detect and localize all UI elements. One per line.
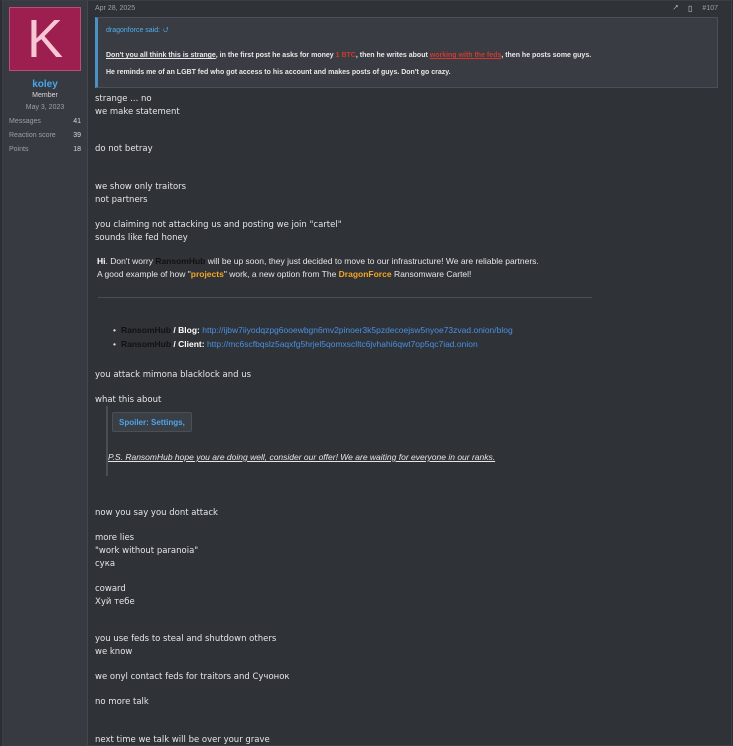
message-paragraph — [95, 181, 186, 207]
spoiler-text: P.S. RansomHub hope you are doing well, consider our offer! We are waiting for everyone in our ranks. — [108, 452, 496, 462]
brand-dragonforce: DragonForce — [338, 269, 392, 279]
message-line: strange ... no — [95, 94, 152, 104]
avatar-letter: K — [26, 9, 64, 69]
onion-links-list — [113, 323, 513, 351]
hi-text: Hi — [97, 256, 106, 266]
embedded-line-2 — [97, 268, 539, 281]
message-paragraph — [95, 532, 198, 571]
stat-points — [3, 146, 87, 153]
message-line: Хуй тебе — [95, 597, 135, 607]
quote-red-text: working with the feds — [429, 52, 502, 59]
quote-block — [95, 17, 718, 88]
projects-text: projects — [190, 269, 224, 279]
quote-underlined: Don't you all think this is strange — [106, 52, 216, 59]
quote-text: , in the first post he asks for money — [215, 52, 336, 59]
message-line: next time we talk will be over your grave — [95, 735, 270, 745]
avatar[interactable] — [9, 7, 81, 71]
quote-line-1 — [106, 51, 709, 60]
join-date: May 3, 2023 — [25, 104, 65, 111]
spoiler-button[interactable]: Spoiler: Settings, — [112, 412, 192, 432]
message-line: сука — [95, 559, 116, 569]
message-line: more lies — [95, 533, 135, 543]
message-paragraph — [95, 633, 276, 659]
brand-ransomhub: RansomHub — [121, 339, 172, 349]
message-line: do not betray — [95, 144, 153, 154]
link-label: / Blog: — [171, 325, 203, 335]
link-label: / Client: — [171, 339, 207, 349]
stat-reaction-score — [3, 132, 87, 139]
share-icon[interactable]: ⭧ — [672, 3, 679, 12]
bookmark-icon[interactable]: ▯ — [688, 3, 693, 13]
message-line: you attack mimona blacklock and us — [95, 370, 252, 380]
stat-label: Reaction score — [9, 132, 56, 139]
user-sidebar — [3, 1, 88, 745]
message-line: no more talk — [95, 697, 149, 707]
list-item — [113, 323, 513, 337]
quote-red-text: 1 BTC — [335, 52, 356, 59]
message-line: we show only traitors — [95, 182, 187, 192]
jump-up-icon[interactable]: ⮍ — [163, 27, 169, 34]
message-line: you claiming not attacking us and posting we join "cartel" — [95, 220, 342, 230]
user-title: Member — [32, 92, 58, 99]
message-line: coward — [95, 584, 126, 594]
quote-text: , then he writes about — [355, 52, 430, 59]
embedded-line-1 — [97, 255, 539, 268]
message-paragraph — [95, 219, 342, 245]
blog-onion-link[interactable]: http://ijbw7iiyodqzpg6ooewbgn6mv2pinoer3k5pzdecoejsw5nyoe73zvad.onion/blog — [202, 325, 513, 335]
post-content — [88, 1, 732, 745]
brand-ransomhub: RansomHub — [155, 256, 206, 266]
forum-post — [2, 0, 732, 746]
quote-attribution[interactable] — [106, 26, 709, 37]
client-onion-link[interactable]: http://mc6scfbqslz5aqxfg5hrjel5qomxsclltc6jvhahi6qwt7op5qc7iad.onion — [206, 339, 478, 349]
message-paragraph — [95, 93, 180, 119]
embedded-text: Ransomware Cartel! — [391, 269, 472, 279]
embedded-text: will be up soon, they just decided to move to our infrastructure! We are reliable partners. — [205, 256, 539, 266]
embedded-text: . Don't worry — [105, 256, 156, 266]
brand-ransomhub: RansomHub — [121, 325, 172, 335]
stat-value: 41 — [73, 118, 81, 125]
post-actions — [673, 3, 718, 13]
embedded-post-text — [97, 255, 539, 281]
message-line: we know — [95, 647, 133, 657]
stat-label: Points — [9, 146, 29, 153]
stat-messages — [3, 118, 87, 125]
divider — [98, 297, 592, 298]
post-number[interactable]: #107 — [702, 4, 718, 12]
message-line: we make statement — [95, 107, 180, 117]
spoiler-block — [106, 406, 708, 476]
message-line: what this about — [95, 395, 162, 405]
post-date[interactable]: Apr 28, 2025 — [95, 4, 136, 12]
message-line: we onyl contact feds for traitors and Сучонок — [95, 672, 290, 682]
stat-value: 18 — [73, 146, 81, 153]
message-line: sounds like fed honey — [95, 233, 188, 243]
quote-line-2: He reminds me of an LGBT fed who got access to his account and makes posts of guys. Don't go crazy. — [106, 69, 451, 77]
message-line: not partners — [95, 195, 148, 205]
quote-text: , then he posts some guys. — [501, 52, 592, 59]
embedded-text: " work, a new option from The — [223, 269, 339, 279]
stat-label: Messages — [9, 118, 41, 125]
embedded-text: A good example of how " — [97, 269, 191, 279]
post-header — [95, 1, 732, 15]
username-link[interactable]: koley — [32, 79, 58, 90]
message-paragraph — [95, 583, 135, 609]
quote-author: dragonforce said: — [106, 27, 161, 34]
stat-value: 39 — [73, 132, 81, 139]
list-item — [113, 337, 513, 351]
message-line: "work without paranoia" — [95, 546, 199, 556]
message-line: you use feds to steal and shutdown others — [95, 634, 277, 644]
message-line: now you say you dont attack — [95, 508, 218, 518]
